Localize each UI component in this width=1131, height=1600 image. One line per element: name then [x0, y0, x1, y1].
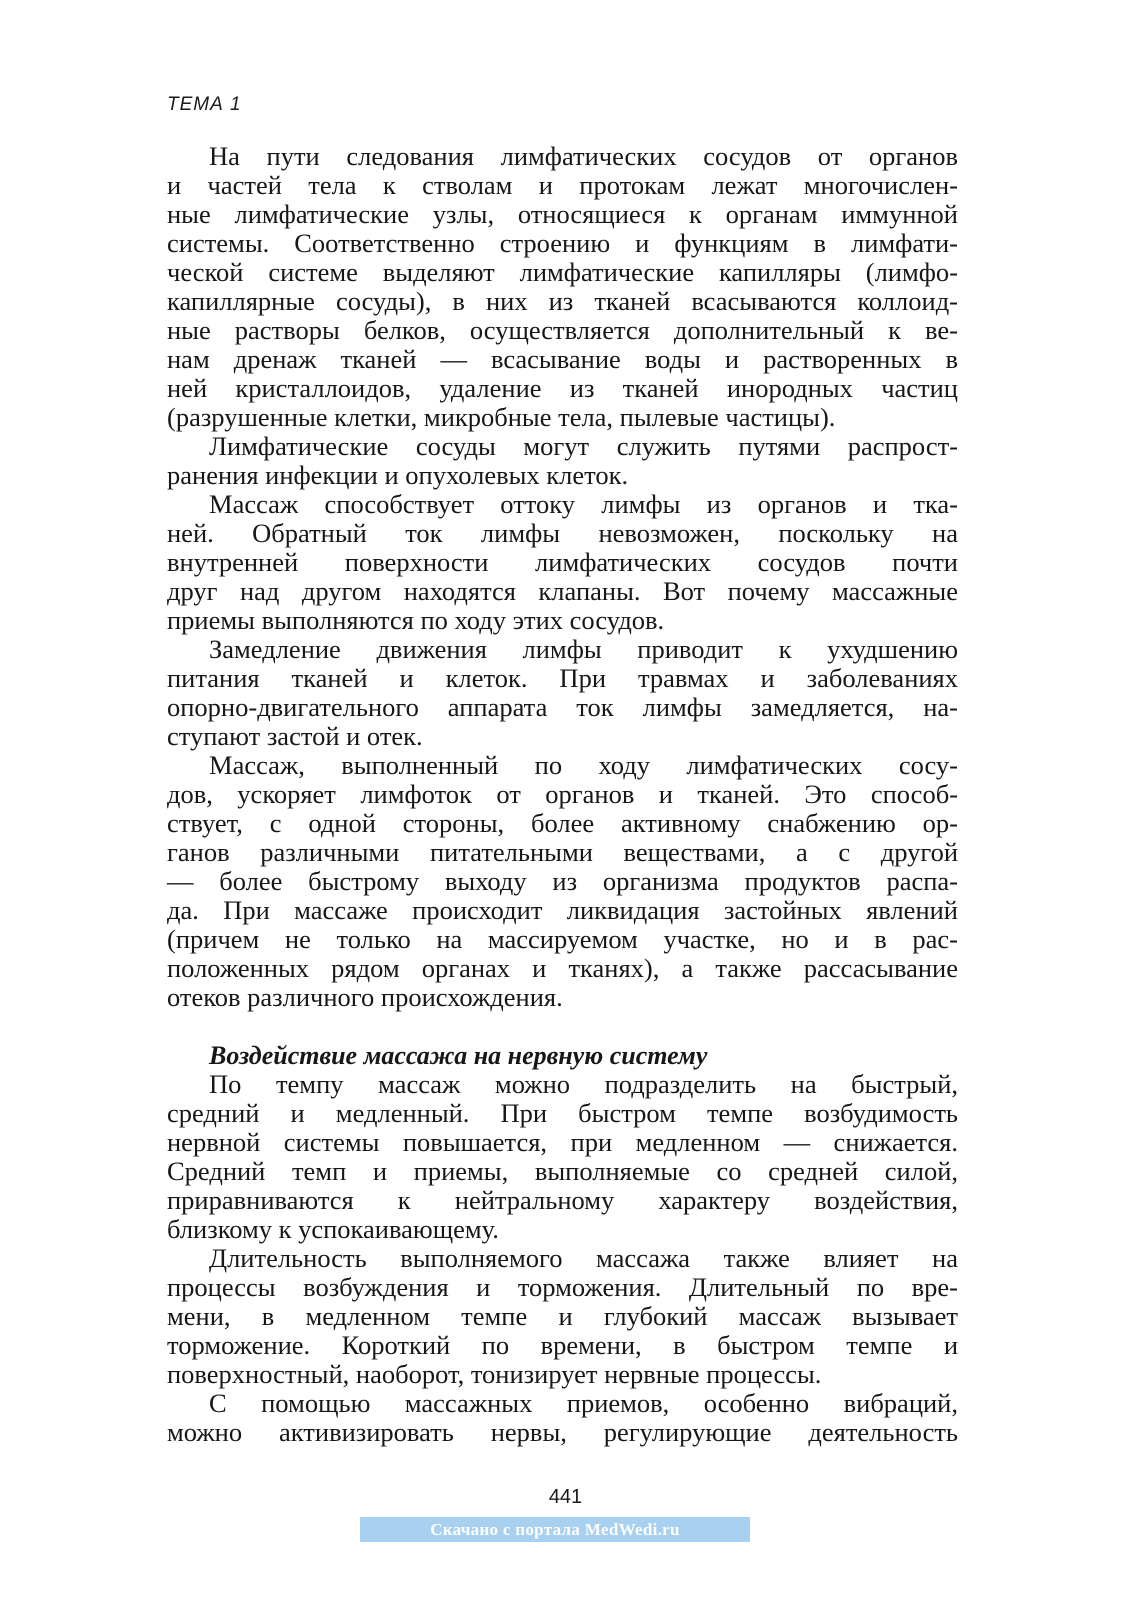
text-line: внутренней поверхности лимфатических сосудов почти	[167, 547, 958, 577]
text-line: ческой системе выделяют лимфатические капилляры (лимфо-	[167, 257, 958, 287]
text-line: средний и медленный. При быстром темпе возбудимость	[167, 1098, 958, 1128]
text-line: (разрушенные клетки, микробные тела, пылевые частицы).	[167, 402, 836, 432]
text-line: приемы выполняются по ходу этих сосудов.	[167, 605, 665, 635]
text-line: друг над другом находятся клапаны. Вот почему массажные	[167, 576, 958, 606]
text-line: системы. Соответственно строению и функциям в лимфати-	[167, 228, 958, 258]
text-line: (причем не только на массируемом участке, но и в рас-	[167, 924, 958, 954]
text-line: ней кристаллоидов, удаление из тканей инородных частиц	[167, 373, 958, 403]
page-body	[167, 142, 958, 1447]
text-line: опорно-двигательного аппарата ток лимфы замедляется, на-	[167, 692, 958, 722]
running-head: ТЕМА 1	[167, 94, 242, 115]
text-line: мени, в медленном темпе и глубокий массаж вызывает	[167, 1301, 958, 1331]
text-line: нам дренаж тканей — всасывание воды и растворенных в	[167, 344, 958, 374]
text-line: положенных рядом органах и тканях), а также рассасывание	[167, 953, 958, 983]
text-line: капиллярные сосуды), в них из тканей всасываются коллоид-	[167, 286, 958, 316]
download-watermark-banner: Скачано с портала MedWedi.ru	[360, 1517, 750, 1542]
text-line: да. При массаже происходит ликвидация застойных явлений	[167, 895, 958, 925]
text-line: ней. Обратный ток лимфы невозможен, поскольку на	[167, 518, 958, 548]
text-line: Длительность выполняемого массажа также влияет на	[209, 1243, 958, 1273]
text-line: отеков различного происхождения.	[167, 982, 563, 1012]
section-spacer	[167, 1012, 958, 1041]
text-line: ступают застой и отек.	[167, 721, 423, 751]
text-line: На пути следования лимфатических сосудов от органов	[209, 141, 958, 171]
text-line: ствует, с одной стороны, более активному снабжению ор-	[167, 808, 958, 838]
text-line: — более быстрому выходу из организма продуктов распа-	[167, 866, 958, 896]
page-number: 441	[548, 1486, 583, 1508]
text-line: Средний темп и приемы, выполняемые со средней силой,	[167, 1156, 958, 1186]
text-line: По темпу массаж можно подразделить на быстрый,	[209, 1069, 958, 1099]
paragraph-lymph-slowdown	[167, 635, 958, 751]
text-line: дов, ускоряет лимфоток от органов и тканей. Это способ-	[167, 779, 958, 809]
text-line: Лимфатические сосуды могут служить путями распрост-	[209, 431, 958, 461]
text-line: можно активизировать нервы, регулирующие деятельность	[167, 1417, 958, 1447]
paragraph-infection-spread	[167, 432, 958, 490]
text-line: торможение. Короткий по времени, в быстром темпе и	[167, 1330, 958, 1360]
text-line: ные растворы белков, осуществляется дополнительный к ве-	[167, 315, 958, 345]
paragraph-massage-outflow	[167, 490, 958, 635]
text-line: процессы возбуждения и торможения. Длительный по вре-	[167, 1272, 958, 1302]
text-line: Замедление движения лимфы приводит к ухудшению	[209, 634, 958, 664]
paragraph-lymph-nodes	[167, 142, 958, 432]
text-line: ганов различными питательными веществами, а с другой	[167, 837, 958, 867]
paragraph-massage-tempo	[167, 1070, 958, 1244]
text-line: Массаж, выполненный по ходу лимфатических сосу-	[209, 750, 958, 780]
text-line: ные лимфатические узлы, относящиеся к органам иммунной	[167, 199, 958, 229]
paragraph-vibrations	[167, 1389, 958, 1447]
paragraph-massage-lymphflow	[167, 751, 958, 1012]
text-line: питания тканей и клеток. При травмах и заболеваниях	[167, 663, 958, 693]
text-line: близкому к успокаивающему.	[167, 1214, 499, 1244]
text-line: ранения инфекции и опухолевых клеток.	[167, 460, 629, 490]
text-line: Массаж способствует оттоку лимфы из органов и тка-	[209, 489, 958, 519]
paragraph-massage-duration	[167, 1244, 958, 1389]
text-line: нервной системы повышается, при медленном — снижается.	[167, 1127, 958, 1157]
text-line: и частей тела к стволам и протокам лежат многочислен-	[167, 170, 958, 200]
text-line: С помощью массажных приемов, особенно вибраций,	[209, 1388, 958, 1418]
text-line: поверхностный, наоборот, тонизирует нервные процессы.	[167, 1359, 822, 1389]
text-line: приравниваются к нейтральному характеру воздействия,	[167, 1185, 958, 1215]
section-heading: Воздействие массажа на нервную систему	[209, 1041, 708, 1070]
